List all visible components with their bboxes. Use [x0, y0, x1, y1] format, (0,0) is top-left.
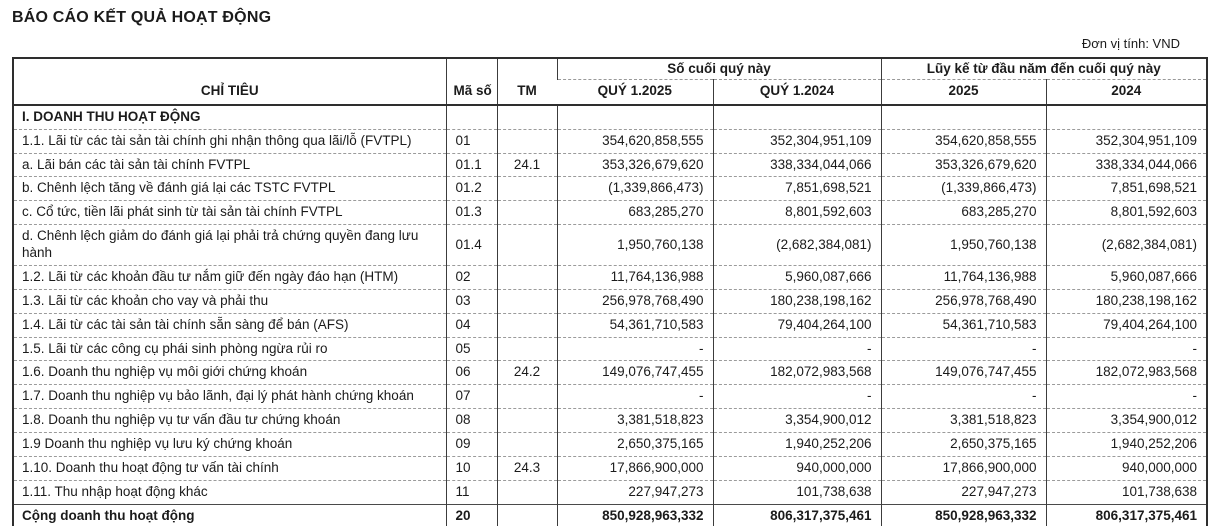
cell-ytd-2025: 54,361,710,583 — [881, 313, 1046, 337]
row-label: a. Lãi bán các tài sản tài chính FVTPL — [13, 153, 446, 177]
row-notes — [497, 177, 557, 201]
cell-q1-2025 — [557, 105, 713, 129]
row-label: 1.2. Lãi từ các khoản đầu tư nắm giữ đến ngày đáo hạn (HTM) — [13, 265, 446, 289]
cell-q1-2024: 3,354,900,012 — [713, 409, 881, 433]
cell-ytd-2024: 940,000,000 — [1046, 456, 1207, 480]
cell-q1-2025: (1,339,866,473) — [557, 177, 713, 201]
row-code: 02 — [446, 265, 497, 289]
row-label: c. Cổ tức, tiền lãi phát sinh từ tài sản tài chính FVTPL — [13, 201, 446, 225]
unit-label: Đơn vị tính: VND — [1081, 36, 1180, 51]
row-notes: 24.3 — [497, 456, 557, 480]
row-notes — [497, 129, 557, 153]
row-label: 1.3. Lãi từ các khoản cho vay và phải thu — [13, 289, 446, 313]
row-code: 01.1 — [446, 153, 497, 177]
row-label: 1.11. Thu nhập hoạt động khác — [13, 480, 446, 504]
row-label: I. DOANH THU HOẠT ĐỘNG — [22, 108, 201, 124]
cell-q1-2024: 180,238,198,162 — [713, 289, 881, 313]
table-row — [13, 409, 1207, 433]
cell-ytd-2024: - — [1046, 337, 1207, 361]
row-code: 05 — [446, 337, 497, 361]
cell-ytd-2025: 3,381,518,823 — [881, 409, 1046, 433]
table-row — [13, 105, 1207, 129]
row-label: 1.4. Lãi từ các tài sản tài chính sẵn sàng để bán (AFS) — [13, 313, 446, 337]
table-row — [13, 129, 1207, 153]
cell-q1-2024: - — [713, 385, 881, 409]
cell-q1-2024: 79,404,264,100 — [713, 313, 881, 337]
row-label: 1.10. Doanh thu hoạt động tư vấn tài chính — [13, 456, 446, 480]
col-header-q1-2025: QUÝ 1.2025 — [597, 82, 672, 98]
page-title: BÁO CÁO KẾT QUẢ HOẠT ĐỘNG — [12, 9, 272, 26]
row-code: 01.4 — [446, 225, 497, 266]
cell-q1-2025: 3,381,518,823 — [557, 409, 713, 433]
row-code — [446, 105, 497, 129]
table-row — [13, 361, 1207, 385]
row-code: 04 — [446, 313, 497, 337]
cell-q1-2024: 182,072,983,568 — [713, 361, 881, 385]
table-body — [13, 105, 1207, 526]
cell-q1-2025: 17,866,900,000 — [557, 456, 713, 480]
cell-ytd-2025: 2,650,375,165 — [881, 433, 1046, 457]
row-notes — [497, 433, 557, 457]
col-header-ytd-2025: 2025 — [881, 79, 1046, 104]
row-code: 07 — [446, 385, 497, 409]
cell-q1-2025: - — [557, 385, 713, 409]
col-header-ytd-2024: 2024 — [1046, 79, 1207, 104]
table-row — [13, 289, 1207, 313]
table-header — [13, 58, 1207, 105]
cell-ytd-2024: 101,738,638 — [1046, 480, 1207, 504]
cell-ytd-2025: 227,947,273 — [881, 480, 1046, 504]
row-code: 03 — [446, 289, 497, 313]
cell-q1-2024: 352,304,951,109 — [713, 129, 881, 153]
row-label: 1.5. Lãi từ các công cụ phái sinh phòng ngừa rủi ro — [13, 337, 446, 361]
cell-q1-2025: 354,620,858,555 — [557, 129, 713, 153]
col-header-notes: TM — [497, 58, 557, 105]
row-code: 09 — [446, 433, 497, 457]
row-notes — [497, 480, 557, 504]
cell-q1-2025: 1,950,760,138 — [557, 225, 713, 266]
row-notes — [497, 409, 557, 433]
table-row — [13, 201, 1207, 225]
col-header-q1-2024: QUÝ 1.2024 — [713, 79, 881, 104]
cell-ytd-2024: 79,404,264,100 — [1046, 313, 1207, 337]
row-code: 08 — [446, 409, 497, 433]
table-row — [13, 225, 1207, 266]
row-notes — [497, 313, 557, 337]
col-header-code: Mã số — [446, 58, 497, 105]
row-notes — [497, 265, 557, 289]
row-notes — [497, 225, 557, 266]
row-code: 10 — [446, 456, 497, 480]
cell-ytd-2024: 338,334,044,066 — [1046, 153, 1207, 177]
row-label: 1.7. Doanh thu nghiệp vụ bảo lãnh, đại lý phát hành chứng khoán — [13, 385, 446, 409]
row-code: 01.2 — [446, 177, 497, 201]
row-code: 06 — [446, 361, 497, 385]
table-row — [13, 177, 1207, 201]
table-row — [13, 385, 1207, 409]
row-code: 11 — [446, 480, 497, 504]
cell-q1-2024: 338,334,044,066 — [713, 153, 881, 177]
row-label: b. Chênh lệch tăng về đánh giá lại các TSTC FVTPL — [13, 177, 446, 201]
row-label: d. Chênh lệch giảm do đánh giá lại phải trả chứng quyền đang lưu hành — [13, 225, 446, 266]
cell-ytd-2025: - — [881, 337, 1046, 361]
cell-q1-2025: 149,076,747,455 — [557, 361, 713, 385]
income-statement-table — [12, 57, 1208, 526]
table-row — [13, 153, 1207, 177]
cell-ytd-2024: 180,238,198,162 — [1046, 289, 1207, 313]
cell-q1-2025: 256,978,768,490 — [557, 289, 713, 313]
cell-ytd-2024: 806,317,375,461 — [1046, 504, 1207, 526]
table-row — [13, 265, 1207, 289]
cell-ytd-2025: (1,339,866,473) — [881, 177, 1046, 201]
cell-ytd-2025: - — [881, 385, 1046, 409]
row-notes: 24.1 — [497, 153, 557, 177]
cell-ytd-2024: 1,940,252,206 — [1046, 433, 1207, 457]
cell-ytd-2024: 7,851,698,521 — [1046, 177, 1207, 201]
cell-q1-2024: 5,960,087,666 — [713, 265, 881, 289]
row-label: Cộng doanh thu hoạt động — [13, 504, 446, 526]
cell-q1-2024 — [713, 105, 881, 129]
cell-ytd-2024: 8,801,592,603 — [1046, 201, 1207, 225]
cell-ytd-2025: 353,326,679,620 — [881, 153, 1046, 177]
cell-ytd-2024: 182,072,983,568 — [1046, 361, 1207, 385]
cell-q1-2025: 227,947,273 — [557, 480, 713, 504]
cell-ytd-2024: 3,354,900,012 — [1046, 409, 1207, 433]
table-row — [13, 456, 1207, 480]
cell-q1-2024: 7,851,698,521 — [713, 177, 881, 201]
row-label: 1.1. Lãi từ các tài sản tài chính ghi nhận thông qua lãi/lỗ (FVTPL) — [13, 129, 446, 153]
cell-q1-2025: 353,326,679,620 — [557, 153, 713, 177]
cell-q1-2025: 683,285,270 — [557, 201, 713, 225]
cell-q1-2025: 2,650,375,165 — [557, 433, 713, 457]
col-header-criteria: CHỈ TIÊU — [200, 82, 259, 98]
row-notes — [497, 105, 557, 129]
cell-ytd-2025: 256,978,768,490 — [881, 289, 1046, 313]
row-code: 01.3 — [446, 201, 497, 225]
cell-ytd-2025: 850,928,963,332 — [881, 504, 1046, 526]
cell-ytd-2025: 149,076,747,455 — [881, 361, 1046, 385]
table-row — [13, 337, 1207, 361]
cell-ytd-2024: 5,960,087,666 — [1046, 265, 1207, 289]
table-row — [13, 480, 1207, 504]
cell-q1-2024: 1,940,252,206 — [713, 433, 881, 457]
cell-q1-2024: (2,682,384,081) — [713, 225, 881, 266]
row-label: 1.9 Doanh thu nghiệp vụ lưu ký chứng khoán — [13, 433, 446, 457]
row-notes — [497, 289, 557, 313]
col-group-ytd: Lũy kế từ đầu năm đến cuối quý này — [881, 58, 1207, 79]
cell-ytd-2025: 11,764,136,988 — [881, 265, 1046, 289]
row-notes — [497, 385, 557, 409]
cell-ytd-2025 — [881, 105, 1046, 129]
cell-ytd-2025: 683,285,270 — [881, 201, 1046, 225]
row-notes — [497, 201, 557, 225]
col-group-quarter: Số cuối quý này — [557, 58, 881, 79]
row-label: 1.6. Doanh thu nghiệp vụ môi giới chứng khoán — [13, 361, 446, 385]
cell-q1-2025: 11,764,136,988 — [557, 265, 713, 289]
row-code: 20 — [446, 504, 497, 526]
cell-ytd-2025: 354,620,858,555 — [881, 129, 1046, 153]
cell-ytd-2024: (2,682,384,081) — [1046, 225, 1207, 266]
table-row — [13, 433, 1207, 457]
row-notes — [497, 504, 557, 526]
cell-q1-2024: 806,317,375,461 — [713, 504, 881, 526]
cell-ytd-2025: 17,866,900,000 — [881, 456, 1046, 480]
cell-q1-2024: - — [713, 337, 881, 361]
row-label: 1.8. Doanh thu nghiệp vụ tư vấn đầu tư chứng khoán — [13, 409, 446, 433]
table-row — [13, 504, 1207, 526]
row-notes — [497, 337, 557, 361]
cell-ytd-2024 — [1046, 105, 1207, 129]
cell-q1-2025: - — [557, 337, 713, 361]
header-row-groups — [13, 58, 1207, 79]
cell-ytd-2024: 352,304,951,109 — [1046, 129, 1207, 153]
row-notes: 24.2 — [497, 361, 557, 385]
table-row — [13, 313, 1207, 337]
cell-q1-2024: 8,801,592,603 — [713, 201, 881, 225]
row-code: 01 — [446, 129, 497, 153]
cell-q1-2024: 940,000,000 — [713, 456, 881, 480]
cell-ytd-2024: - — [1046, 385, 1207, 409]
cell-q1-2024: 101,738,638 — [713, 480, 881, 504]
cell-ytd-2025: 1,950,760,138 — [881, 225, 1046, 266]
cell-q1-2025: 850,928,963,332 — [557, 504, 713, 526]
cell-q1-2025: 54,361,710,583 — [557, 313, 713, 337]
